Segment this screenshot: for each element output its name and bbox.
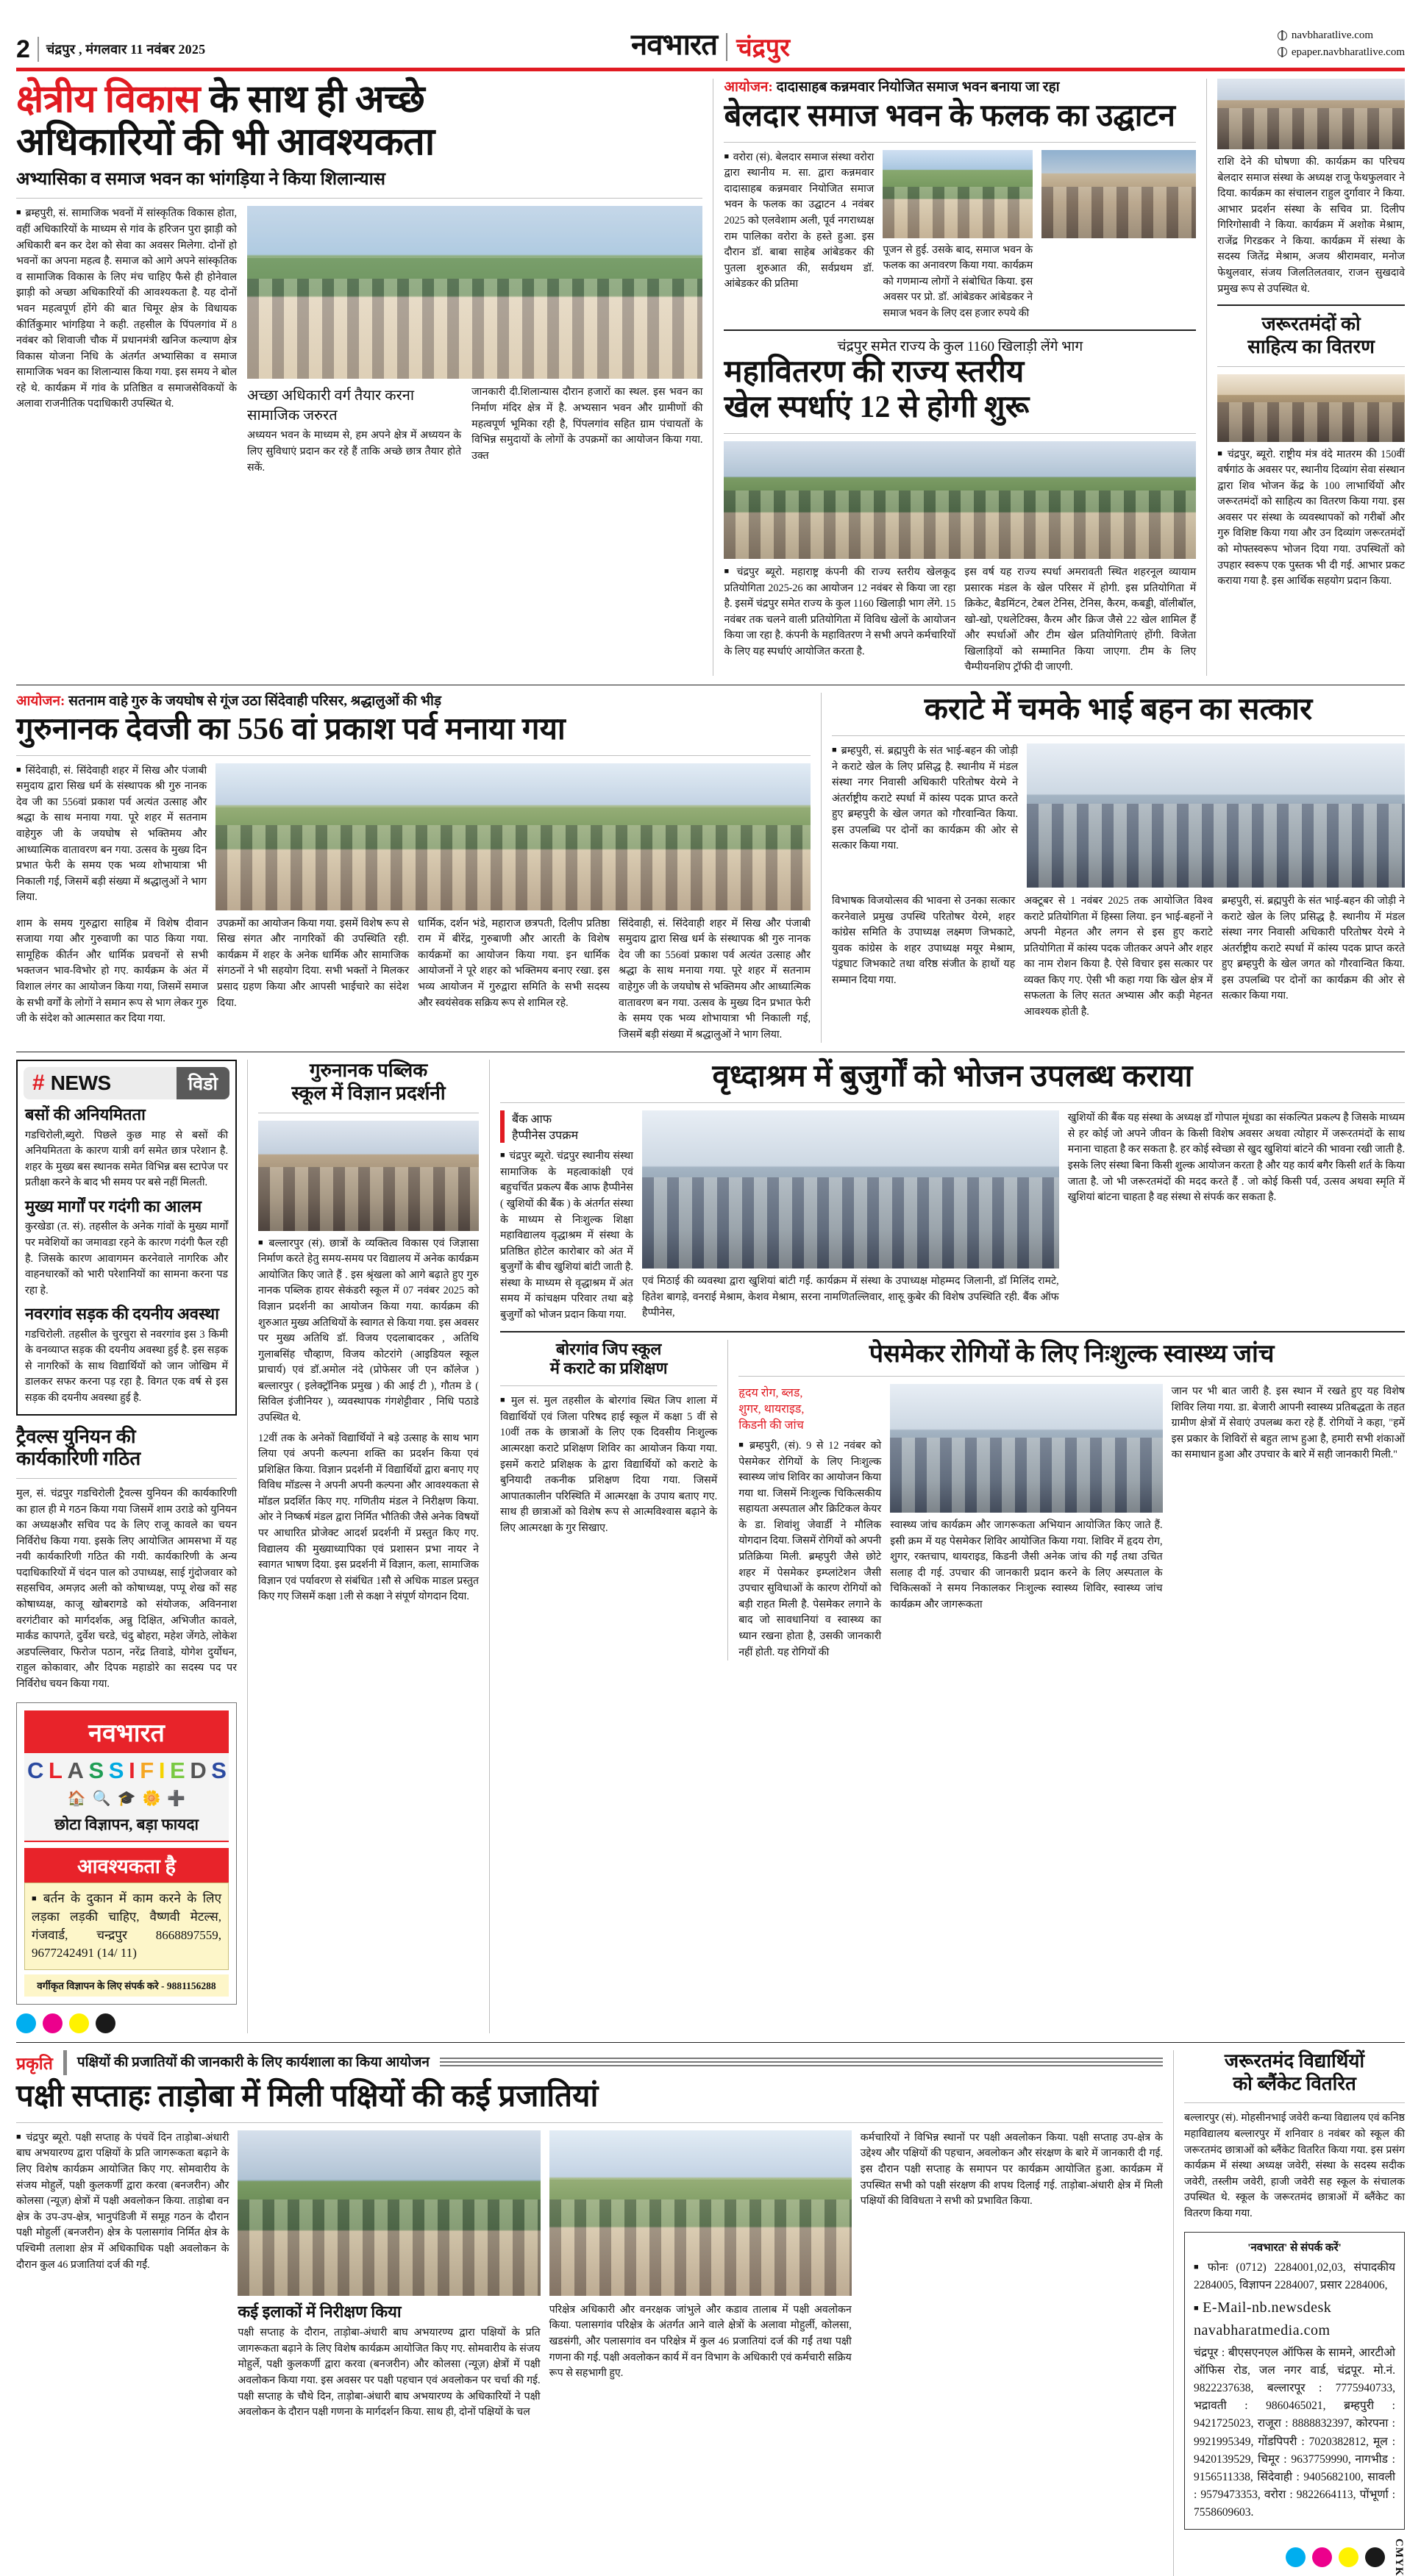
karate-photo-wrap: [1027, 743, 1405, 888]
karate-col3: अक्टूबर से 1 नवंबर 2025 तक आयोजित विश्व कराटे प्रतियोगिता में हिस्सा लिया. इन भाई-बहनों ने अपनी मेहनत और लगन से इस हुए कराटे प्रतियोगिता में कांस्य पदक जीतकर अपने और शहर का नाम रोशन किया है. ऐसे विचार इस सत्कार पर व्यक्त किए गए. ऐसी भी कहा गया कि खेल क्षेत्र में सफलता के लिए सतत अभ्यास और कड़ी मेहनत आवश्यक होती है.: [1024, 894, 1213, 1018]
right-block-third: [500, 1060, 1405, 2033]
khel-headline-2: खेल स्पर्धाएं 12 से होगी शुरू: [724, 390, 1030, 425]
travels-headline-1: ट्रैवल्स युनियन की: [16, 1425, 136, 1447]
khel-headline-1: महावितरण की राज्य स्तरीय: [724, 355, 1025, 390]
karate-col1: ■ ब्रम्हपुरी, सं. ब्रह्मपुरी के संत भाई-बहन की जोड़ी ने कराटे खेल के लिए प्रसिद्ध है. स्थानीय में मंडल संस्था नगर निवासी अधिकारी परितोषर येरमे ने अंतर्राष्ट्रीय कराटे स्पर्धा में कांस्य पदक प्राप्त करते हुए ब्रम्हपुरी के खेल जगत को गौरवान्वित किया. इस उपलब्धि पर दोनों का कार्यक्रम की ओर से सत्कार किया गया.: [832, 743, 1018, 888]
cmyk-black-dot: [1365, 2547, 1385, 2567]
vigyan-col2: 12वीं तक के अनेकों विद्यार्थियों ने बड़े उत्साह के साथ भाग लिया एवं अपनी कल्पना शक्ति का प्रदर्शन किया एवं प्रशिक्षित किया. विज्ञान प्रदर्शनी में विद्यार्थियों द्वारा बनाए गए विविध मॉडल्स ने अपनी अपनी कल्पना और आवश्यकता से मॉडल प्रदर्शित किए गए. गणितीय मंडल ने निरीक्षण किया. ओर ने निष्कर्ष मंडल द्वारा निर्मित भौतिकी जैसे अनेक विषयों पर आधारित प्रोजेक्ट आदर्श प्रदर्शनी में प्रस्तुत किए गए. विद्यालय की मुख्याध्यापिका एवं प्रशासन प्रभा नायर ने स्वागत भाषण दिया. इस प्रदर्शनी में विज्ञान, कला, सामाजिक विज्ञान एवं पर्यावरण से संबंधित 1सौ से अधिक माडल प्रस्तुत किए गए जिसमें कक्षा 1ली से कक्षा ने संपूर्ण योगदान दिया.: [258, 1432, 479, 1603]
website-url-2: epaper.navbharatlive.com: [1291, 46, 1405, 58]
khel-col2: इस वर्ष यह राज्य स्पर्धा अमरावती स्थित शहरनूल व्यायाम प्रसारक मंडल के खेल परिसर में होगी. इस प्रतियोगिता में क्रिकेट, बैडमिंटन, टेबल टेनिस, टेनिस, कैरम, कबड्डी, वॉलीबॉल, खो-खो, एथलेटिक्स, कैरम और क्रिज जैसे 22 खेल शामिल हैं और स्पर्धाओं और टीम खेल प्रतियोगिताएं होंगी. विजेता खिलाड़ियों को सम्मानित किया जाएगा. टीम के लिए चैम्पीयनशिप ट्रॉफी दी जाएगी.: [964, 566, 1197, 674]
khel-col1: ■ चंद्रपुर ब्यूरो. महाराष्ट्र कंपनी की राज्य स्तरीय खेलकूद प्रतियोगिता 2025-26 का आयोजन 12 नवंबर से किया जा रहा है. इसमें चंद्रपुर समेत राज्य के कुल 1160 खिलाड़ी भाग लेंगे. 15 नवंबर तक चलने वाली प्रतियोगिता में विविध खेलों के आयोजन किया जा रहा है. कंपनी के महाव‍ितरण ने सभी अपने कर्मचारियों के लिए यह स्पर्धाएं आयोजित करता है.: [724, 565, 955, 676]
classifieds-icons: [24, 1785, 229, 1811]
lead-photo: [247, 206, 702, 379]
lead-text-col1: ■ ब्रम्हपुरी, सं. सामाजिक भवनों में सांस्कृतिक विकास होता, वहीं अधिकारियों के माध्यम से गांव के हरिजन पुरा झाड़ी को अधिकारी बन कर देश को सेवा का अवसर मिलेगा. दोनों हो भवनों का अपना महत्व है. समाज को आगे अपने सांस्कृतिक व सामाजिक विकास के लिए मंच चाहिए फैसे ही होनेवाल झाड़ी को अच्छा अधिकारियों की आवश्यकता है. यह दोनों भवन महत्वपूर्ण होंगे की बात चिमूर क्षेत्र के विधायक कीर्तिकुमार भांगड़िया ने कही. तहसील के पिंपलगांव में 8 नवंबर को शिवाजी चौक में प्रधानमंत्री खनिज कल्याण क्षेत्र विकास योजना निधि के अंतर्गत अभ्यासिका व समाज सामाजिक भवन का शिलान्यास किया गया. इस समय ने बोल रहे थे. कार्यक्रम में गांव के प्रतिष्ठित व समाजसेविकयों के अलावा राजनीतिक पदाधिकारी उपस्थित थे.: [16, 206, 237, 476]
prakriti-photo-1-wrap: [238, 2130, 540, 2296]
masthead: [16, 13, 1405, 62]
prakriti-col2: पक्षी सप्ताह के दौरान, ताड़ोबा-अंधारी बाघ अभयारण्य द्वारा पक्षियों के प्रति जागरूकता बढ़ाने के लिए विशेष कार्यक्रम आयोजित किए गए. सोमवारीय के संजय मोहुर्ले, पक्षी कुलकर्णी द्वारा करवा (बनजरीन) और कोलसा (न्यूज़) क्षेत्रों में पक्षी अवलोकन किया गया. इस अवसर पर पक्षी पहचान एवं अवलोकन पर चर्चा की गई. पक्षी सप्ताह के चौथे दिन, ताड़ोबा-अंधारी बाघ अभयारण्य के अधिकारियों ने पक्षी अवलोकन के दौरान पक्षी गणना के मार्गदर्शन किया. साथ ही, दोनों पक्षियों के चल: [238, 2327, 541, 2419]
guru-col1: ■ सिंदेवाही, सं. सिंदेवाही शहर में सिख और पंजाबी समुदाय द्वारा सिख धर्म के संस्थापक श्री गुरु नानक देव जी का 556वां प्रकाश पर्व अत्यंत उत्साह और श्रद्धा के साथ मनाया गया. पूरे शहर में सतनाम वाहेगुरु जी के जयघोष से भक्तिमय और आध्यात्मिक वातावरण बन गया. उत्सव के मुख्य दिन प्रभात फेरी के समय एक भव्य शोभायात्रा भी निकाली गई, जिसमें बड़ी संख्या में श्रद्धालुओं ने भाग लिया.: [16, 763, 207, 910]
globe-icon: [1278, 47, 1287, 57]
guru-col2: शाम के समय गुरुद्वारा साहिब में विशेष दीवान सजाया गया और गुरुवाणी का पाठ किया गया. सामूहिक कीर्तन और धार्मिक प्रवचनों से सभी भक्तजन भाव-विभोर हो गए. कार्यक्रम के अंत में विशाल लंगर का आयोजन किया गया, जिसमें समाज के सभी वर्गों के लोगों ने समान रूप से भाग लेकर गुरु जी के संदेश को आत्मसात कर दिया गया.: [16, 917, 208, 1025]
globe-icon: [1278, 31, 1287, 40]
beldar-photo-2: [1041, 150, 1196, 238]
classifieds-tagline: छोटा विज्ञापन, बड़ा फायदा: [24, 1811, 229, 1842]
classifieds-footer: वर्गीकृत विज्ञापन के लिए संपर्क करे - 9881156288: [24, 1974, 229, 1997]
lead-photo-block: [247, 206, 702, 476]
brief-3-head: नवरगांव सड़क की दयनीय अवस्था: [25, 1305, 219, 1324]
sahitya-photo: [1217, 374, 1405, 442]
vriddha-redbar-l1: बैंक आफ: [512, 1113, 552, 1127]
photo-people: [883, 187, 1033, 238]
right-column-top: [1217, 79, 1405, 676]
guru-col5: सिंदेवाही, सं. सिंदेवाही शहर में सिख और पंजाबी समुदाय द्वारा सिख धर्म के संस्थापक श्री गुरु नानक देव जी का 556वां प्रकाश पर्व अत्यंत उत्साह और श्रद्धा के साथ मनाया गया. पूरे शहर में सतनाम वाहेगुरु जी के जयघोष से भक्तिमय और आध्यात्मिक वातावरण बन गया. उत्सव के मुख्य दिन प्रभात फेरी के समय एक भव्य शोभायात्रा भी निकाली गई, जिसमें बड़ी संख्या में श्रद्धालुओं ने भाग लिया.: [619, 917, 811, 1041]
pacemaker-redtext-3: किडनी की जांच: [738, 1419, 804, 1432]
photo-sky: [238, 2130, 540, 2180]
lead-story: [16, 79, 702, 676]
prakriti-bar: [63, 2050, 67, 2075]
photo-people: [1217, 402, 1405, 441]
band-top: [16, 79, 1405, 676]
photo-sky: [724, 441, 1196, 477]
guru-photo: [216, 763, 811, 910]
contact-box: [1184, 2232, 1405, 2529]
classifieds-ad: ■ बर्तन के दुकान में काम करने के लिए लड़का लड़की चाहिए, वैष्णवी मेटल्स, गंजवार्ड, चन्द्रपुर 8668897559, 9677242491 (14/ 11): [24, 1883, 229, 1970]
beldar-body: [724, 150, 1196, 322]
photo-people: [216, 825, 811, 910]
blanket-body: बल्लारपुर (सं). मोहसीनभाई जवेरी कन्या विद्यालय एवं कनिष्ठ महाविद्यालय बल्लारपुर में शनिवार 8 नवंबर को स्कूल की जरूरतमंद छात्राओं को ब्लैंकेट वितरित किया गया. इस प्रसंग कार्यक्रम में संस्था अध्यक्ष जवेरी, संस्था के सदस्य सदीक जवेरी, तस्लीम जवेरी, हाजी जवेरी सह स्कूल के संचालक उपस्थित थे. स्कूल के जरूरतमंद छात्राओं में ब्लैंकेट का वितरण किया गया.: [1184, 2112, 1405, 2219]
news-badge-video[interactable]: विडो: [177, 1067, 229, 1099]
prakriti-headline: पक्षी सप्ताहः ताड़ोबा में मिली पक्षियों की कई प्रजातियां: [16, 2080, 599, 2113]
beldar-photo-3: [1217, 79, 1405, 149]
pacemaker-headline: पेसमेकर रोगियों के लिए निःशुल्क स्वास्थ्य जांच: [869, 1340, 1275, 1368]
medical-plus-icon: ➕: [167, 1791, 186, 1808]
vigyan-col1: ■ बल्लारपुर (सं). छात्रों के व्यक्तित्व विकास एवं जिज्ञासा निर्माण करते हेतु समय-समय पर विद्यालय में अनेक कार्यक्रम आयोजित किए जाते हैं . इस श्रृंखला को आगे बढ़ाते हुए गुरु नानक पब्लिक हायर सेकंडरी स्कूल में 07 नवंबर 2025 को विज्ञान प्रदर्शनी का आयोजन किया गया. कार्यक्रम की शुरुआत मुख्य अतिथियों के स्वागत से किया गया. इस अवसर पर मुख्य अतिथि डॉ. विजय एदलाबादकर , अतिथि गुलाबसिंह चौव्हाण, विजय कोटरांगे (आइडियल स्कूल प्राचार्य) एवं डॉ.अमोल नंदे (प्रोफेसर जी एन कॉलेज ) बल्लारपुर ( इलेक्ट्रॉनिक प्रमुख ) की आई टी ), गौतम डे ( सिविल इंजीनियर ), व्यवस्थापक गंगशेट्टीवार , निधि पठाडे उपस्थित थे.: [258, 1236, 479, 1427]
blanket-headline-2: को ब्लैंकेट वितरित: [1233, 2072, 1356, 2094]
prakriti-photo-2: [549, 2130, 852, 2296]
brief-3-body: गडचिरोली. तहसील के चुरचुरा से नवरगांव इस 3 किमी के वनव्याप्त सड़क की दयनीय अवस्था हुई है. इस सड़क से नागरिकों के साथ विद्यार्थियों को जान जोखिम में डालकर सफर करना पड़ रहा है. विगत एक वर्ष से इस सड़क की दयनीय अवस्था हुई है.: [25, 1328, 228, 1404]
beldar-photo: [883, 150, 1033, 238]
pacemaker-col3-wrap: [1172, 1384, 1405, 1660]
prakriti-col3-wrap: [549, 2302, 852, 2421]
karate-col2: विभाषक विजयोत्सव की भावना से उनका सत्कार करनेवाले प्रमुख उपस्थि परितोषर येरमे, शहर कांग्रेस समिति के उपाध्यक्ष लक्ष्मण जिभकाटे, युवक कांग्रेस के शहर उपाध्यक्ष मयूर मेश्राम, पंड्रघाट जिभकाटे तथा वरिष्ठ संजीत के हाथों यह सम्मान दिया गया.: [832, 894, 1016, 986]
band-second: [16, 693, 1405, 1043]
lead-headline: [16, 79, 702, 121]
pacemaker-redtext-wrap: [738, 1384, 881, 1660]
lead-headline-line2: अधिकारियों की भी आवश्यकता: [16, 121, 435, 164]
news-badge-label: NEWS: [50, 1071, 111, 1095]
karate-col4: ब्रम्हपुरी, सं. ब्रह्मपुरी के संत भाई-बहन की जोड़ी ने कराटे खेल के लिए प्रसिद्ध है. स्थानीय में मंडल संस्था नगर निवासी अधिकारी परितोषर येरमे ने अंतर्राष्ट्रीय कराटे स्पर्धा में कांस्य पदक प्राप्त करते हुए ब्रम्हपुरी के खेल जगत को गौरवान्वित किया. इस उपलब्धि पर दोनों का कार्यक्रम की ओर से सत्कार किया गया.: [1221, 894, 1405, 1002]
travels-headline-2: कार्यकारिणी गठित: [16, 1448, 141, 1470]
borgaon-headline-1: बोरगांव जिप स्कूल: [555, 1339, 662, 1358]
news-badge: [24, 1067, 229, 1099]
blanket-headline-1: जरूरतमंद विद्यार्थियों: [1224, 2050, 1365, 2072]
flower-icon: 🌼: [142, 1791, 161, 1808]
guru-headline: गुरुनानक देवजी का 556 वां प्रकाश पर्व मनाया गया: [16, 712, 566, 746]
photo-people: [549, 2199, 852, 2296]
photo-sky: [549, 2130, 852, 2180]
band-third: [16, 1060, 1405, 2033]
borgaon-headline-2: में कराटे का प्रशिक्षण: [549, 1358, 668, 1377]
search-icon: 🔍: [92, 1791, 111, 1808]
guru-bottom: [16, 916, 811, 1043]
beldar-col3-wrap: [1041, 150, 1196, 322]
news-badge-left: [24, 1067, 177, 1099]
vriddha-redbar-l2: हैप्पीनेस उपक्रम: [512, 1130, 579, 1143]
page-number: 2: [16, 35, 30, 63]
cmyk-black-dot: [96, 2013, 115, 2033]
prakriti-section-tag: प्रकृति: [16, 2055, 53, 2073]
vriddha-col3-wrap: [1068, 1110, 1405, 1323]
website-link-main[interactable]: [1278, 27, 1405, 44]
brief-1-head: बसों की अनियमितता: [25, 1105, 146, 1124]
borgaon-body: ■ मुल सं. मुल तहसील के बोरगांव स्थित जिप शाला में विद्यार्थियों एवं जिला परिषद हाई स्कूल में कक्षा 5 वीं से 10वीं तक के छात्राओं के लिए एक दिवसीय निःशुल्क आत्मरक्षा कराटे प्रशिक्षण शिविर का आयोजन किया गया. इसमें कराटे प्रशिक्षक के द्वारा विद्यार्थियों को कराटे के बुनियादी तकनीक प्रशिक्षण दिया गया. जिसमें आपातकालीन परिस्थिति में आत्मरक्षा के उपाय बताए गए. साथ ही छात्राओं को विशेष रूप से आत्मविश्वास बढ़ाने के लिए आत्मरक्षा के गुर सिखाए.: [500, 1394, 717, 1536]
middle-column-top: [724, 79, 1196, 676]
guru-kicker-text: सतनाम वाहे गुरु के जयघोष से गूंज उठा सिंदेवाही परिसर, श्रद्धालुओं की भीड़: [65, 693, 442, 710]
vriddha-redbar-inner: [500, 1110, 633, 1143]
guru-col3: उपक्रमों का आयोजन किया गया. इसमें विशेष रूप से सिख संगत और नागरिकों की उपस्थिति रही. कार्यक्रम में शहर के अनेक धार्मिक और सामाजिक संगठनों ने भी सहयोग दिया. सभी भक्तों ने मिलकर प्रसाद ग्रहण किया और आपसी भाईचारे का संदेश दिया.: [217, 917, 409, 1009]
borgaon-story: [500, 1340, 717, 1661]
news-briefs-column: [16, 1060, 237, 2033]
website-link-epaper[interactable]: [1278, 44, 1405, 61]
contact-phones: ■ फोनः (0712) 2284001,02,03, संपादकीय 2284005, विज्ञापन 2284007, प्रसार 2284006,: [1194, 2259, 1395, 2294]
cmyk-magenta-dot: [43, 2013, 63, 2033]
pacemaker-photo: [890, 1384, 1162, 1513]
graduation-cap-icon: 🎓: [117, 1791, 136, 1808]
prakriti-lower: [16, 2302, 1163, 2421]
pacemaker-redtext-2: शुगर, थायराइड,: [738, 1402, 805, 1416]
lead-headline-rest: के साथ ही अच्छे: [200, 79, 425, 121]
sahitya-body: ■ चंद्रपुर, ब्यूरो. राष्ट्रीय मंत्र वंदे मातरम की 150वीं वर्षगांठ के अवसर पर, स्थानीय दिव्यांग सेवा संस्थान द्वारा शिव भोजन केंद्र के 100 लाभार्थियों और जरूरतमंदों को साहित्य का वितरण किया गया. इस अवसर पर संस्था के व्यवस्थापकों को गरीबों और गुरु विशिष्ट किया गया और उन दिव्यांग जरूरतमंदों को मोफ्तस्वरूप भोजन दिया गया. उपस्थितों को उपहार स्वरूप एक पुस्तक भी दी गई. आभार प्रकट कराया गया है. इस आर्थिक सहयोग प्रदान किया.: [1217, 447, 1405, 590]
contact-email-label: ■ E-Mail-nb.newsdesk: [1194, 2297, 1395, 2319]
prakriti-photo-2-wrap: [549, 2130, 852, 2296]
guru-photo-wrap: [216, 763, 811, 910]
photo-people: [724, 490, 1196, 559]
folio-divider: [38, 37, 39, 62]
vriddha-photo-wrap: [642, 1110, 1059, 1323]
vriddha-col1: ■ चंद्रपुर ब्यूरो. चंद्रपुर स्थानीय संस्था सामाजिक के महत्वाकांक्षी एवं बहुचर्चित प्रकल्प बैंक आफ हैप्पीनेस ( खुशियों की बैंक ) के अंतर्गत संस्था के माध्यम से निःशुल्क शिक्षा महाविद्यालय वृद्धाश्रम में संस्था के प्रतिष्ठित होटेल कारोबार को अंत में बुजुर्गों के बीच खुशियां बांटी जाती है. संस्था के माध्यम से वृद्धाश्रम में अंत समय में कांचक्षम परिवार तथा बड़े बुजुर्गों को भोजन प्रदान किया गया.: [500, 1149, 633, 1323]
brief-2-body: कुरखेडा (त. सं). तहसील के अनेक गांवों के मुख्य मार्गों पर मवेशियों का जमावडा रहने के कारण गदंगी फैल रही है. जिसके कारण आवागमन करनेवाले नागरिक और वाहनधारकों को भारी परेशानियों का सामना करना पड रहा हे.: [25, 1221, 228, 1296]
photo-sky: [247, 206, 702, 258]
karate-story: [832, 693, 1405, 1043]
pacemaker-body: [738, 1384, 1405, 1660]
lead-caption-1-wrap: [247, 385, 461, 476]
cmyk-cyan-dot: [1286, 2547, 1306, 2567]
sahitya-headline-1: जरूरतमंदों को: [1261, 313, 1361, 335]
prakriti-photo-1: [238, 2130, 540, 2296]
vriddha-headline: वृध्दाश्रम में बुजुर्गों को भोजन उपलब्ध कराया: [712, 1060, 1193, 1094]
guru-col4: धार्मिक, दर्शन भंडे, महाराज छत्रपती, दिलीप प्रतिष्ठा राम में बीरेंद्र, गुरुबाणी और आरती के विशेष कार्यक्रमों का आयोजन किया गया. इन धार्मिक आयोजनों ने पूरे शहर को भक्तिमय बनाए रखा. इस भव्य आयोजन में गुरुद्वारा समिति के सभी सदस्य और स्वयंसेवक सक्रिय रूप से शामिल रहे.: [418, 917, 610, 1009]
lead-headline-red: क्षेत्रीय विकास: [16, 79, 201, 121]
guru-kicker-tag: आयोजन:: [16, 693, 65, 710]
beldar-col2: पूजन से हुई. उसके बाद, समाज भवन के फलक का अनावरण किया गया. कार्यक्रम को गणमान्य लोगों ने संबोधित किया. इस अवसर पर प्रो. डॉ. आंबेडकर आंबेडकर ने समाज भवन के लिए दस हजार रुपये की: [883, 243, 1033, 319]
cmyk-cyan-dot: [16, 2013, 36, 2033]
pacemaker-photo-wrap: [890, 1384, 1162, 1660]
pacemaker-row: [500, 1340, 1405, 1661]
photo-people: [1041, 187, 1196, 238]
beldar-col1: ■ वरोरा (सं). बेलदार समाज संस्था वरोरा द्वारा स्थानीय म. सा. द्वारा कन्नमवार दादासाहब कन्नमवार नियोजित समाज भवन के फलक का उद्घाटन 4 नवंबर 2025 को एलवेशाम अली, पूर्व नगराध्यक्ष राम पालिका वरोरा के हस्ते हुआ. इस दौरान डॉ. बाबा साहेब आंबेडकर की पुतला शुरुआत की, सर्वप्रथम डॉ. आंबेडकर की प्रतिमा: [724, 150, 874, 322]
vigyan-headline-1: गुरुनानक पब्लिक: [309, 1060, 428, 1082]
website-url-1: navbharatlive.com: [1291, 29, 1374, 41]
band-prakriti: [16, 2050, 1405, 2576]
classifieds-need-title: आवश्यकता है: [24, 1848, 229, 1883]
brief-2-head: मुख्य मार्गों पर गदंगी का आलम: [25, 1197, 202, 1216]
karate-photo: [1027, 743, 1405, 888]
masthead-rule: [16, 68, 1405, 71]
vriddha-redbar: [500, 1110, 633, 1323]
karate-top: [832, 743, 1405, 888]
beldar-photo-wrap: [883, 150, 1033, 322]
classifieds-brand: नवभारत: [24, 1710, 229, 1753]
beldar-headline: बेलदार समाज भवन के फलक का उद्घाटन: [724, 99, 1175, 133]
prakriti-subhead: कई इलाकों में निरीक्षण किया: [238, 2302, 402, 2321]
cmyk-label: CMYK: [1393, 2538, 1405, 2576]
cmyk-yellow-dot: [1339, 2547, 1358, 2567]
contact-email-domain: navabharatmedia.com: [1194, 2322, 1331, 2339]
edition-date: चंद्रपुर , मंगलवार 11 नवंबर 2025: [46, 42, 206, 57]
photo-sky: [216, 763, 811, 807]
beldar-col3: राशि देने की घोषणा की. कार्यक्रम का परिचय बेलदार समाज संस्था के अध्यक्ष राजू फेथफुलवार ने दिया. कार्यक्रम का संचालन राहुल दुर्गावार ने किया. आभार प्रदर्शन संस्था के सचिव प्रा. दिलीप गिरिगोसावी ने किया. कार्यक्रम में अशोक मेश्राम, राजेंद्र गिरडकर ने किया. कार्यक्रम में संस्था के सदस्य जितेंद्र मेश्राम, अजय श्रीरामवार, मनोज फेथुलवार, संजय जिलतिलतवार, राजन सुखदावे प्रमुख रूप से उपस्थित थे.: [1217, 156, 1405, 295]
contact-title: 'नवभारत' से संपर्क करें': [1247, 2242, 1342, 2255]
photo-people: [258, 1167, 479, 1231]
lead-text-col2: जानकारी दी.शिलान्यास दौरान हजारों का स्थल. इस भवन का निर्माण मंदिर क्षेत्र में है. अभ्यसान भवन और ग्रामीणों की महत्वपूर्ण भूमिका रही है, पिंपलगांव सहित ग्राम पंचायतों के विभिन्न समुदायों के लोगों के उपक्रमों का आयोजन किया गया. उक्त: [471, 386, 703, 462]
beldar-kicker-text: दादासाहब कन्नमवार नियोजित समाज भवन बनाया जा रहा: [772, 79, 1060, 95]
pacemaker-col2: स्वास्थ्य जांच कार्यक्रम और जागरूकता अभियान आयोजित किए जाते हैं. इसी क्रम में यह पेसमेकर शिविर आयोजित किया गया. शिविर में हृदय रोग, शुगर, रक्तचाप, थायराइड, किडनी जैसी अनेक जांच की गईं तथा उचित सलाह दी गई. उपचार की जानकारी प्रदान करने के लिए अस्पताल के चिकित्सकों ने समय निकालकर निःशुल्क स्वास्थ्य शिविर, स्वास्थ्य जांच कार्यक्रम और जागरूकता: [890, 1519, 1163, 1610]
prakriti-col3: परिक्षेत्र अधिकारी और वनरक्षक जांभुले और कडाव तालाब में पक्षी अवलोकन किया. पलासगांव परिक्षेत्र के अंतर्गत आने वाले क्षेत्रों के अलावा मोहुर्ली, कोलसा, खडसंगी, और पलासगांव वन परिक्षेत्र में कुल 46 प्रजातियां दर्ज की गईं तथा पक्षी गणना की गई. पक्षी अवलोकन कार्य में वन विभाग के अधिकारी एवं कर्मचारी सक्रिय रूप से सहभागी हुए.: [549, 2303, 852, 2380]
karate-headline: कराटे में चमके भाई बहन का सत्कार: [924, 693, 1313, 727]
photo-people: [890, 1438, 1162, 1513]
travels-body: मुल, सं. चंद्रपुर गडचिरोली ट्रैवल्स युनियन की कार्यकारिणी का हाल ही मे गठन किया गया जिसमें शाम उराडे को युनियन का अध्यक्षऔर सचिव पद के लिए राजू कावले का चयन निर्विरोध किया गया. इसके लिए आयोजित आमसभा में यह नयी कार्यकारिणी गठित की गयी. कार्यकारिणी के अन्य पदाधिकारियों में चंदन पाल को उपाध्यक्ष, साई गुंदोजवार को सहसचिव, अमज़द अली को कोषाध्यक्ष, पप्पू शेख कों सह कोषाध्यक्ष, काजू खोबरागडे को संयोजक, अविननाश वरगंटीवार को मार्गदर्शक, अन्नु दिक्षित, अभिजीत कावले, मार्कंड कापगते, दुर्वेश चरडे, चंदु बोहरा, महेश जेंगठे, लोकेश अडपल्लिवार, फिरोज पठान, नरेंद्र तिवाडे, योगेश दुर्योधन, राहुल कोकावार, और दिपक महाडोरे का सदस्य पद पर निर्विरोध चयन किया गया.: [16, 1487, 237, 1690]
vriddha-body: [500, 1110, 1405, 1323]
vigyan-photo: [258, 1121, 479, 1231]
photo-people: [1217, 108, 1405, 149]
pacemaker-col1: ■ ब्रम्हपुरी, (सं). 9 से 12 नवंबर को पेसमेकर रोगियों के लिए निःशुल्क स्वास्थ्य जांच शिविर का आयोजन किया गया था. जिसमें निःशुल्क चिकित्सकीय सहायता अस्पताल और क्रिटिकल केयर के डा. शिवांशु जेवार्डी ने मौलिक योगदान दिया. जिसमें रोगियों को अपनी प्रतिक्रिया मिली. ब्रम्हपुरी जैसे छोटे शहर में पेसमेकर इम्प्लांटेशन जैसी उपचार सुविधाओं के कारण रोगियों को बड़ी राहत मिली है. पेसमेकर लगाने के बाद जो सावधानियां व स्वास्थ्य का ध्यान रखना होता है, उसकी जानकारी नहीं होती. यह रोगियों की: [738, 1438, 881, 1660]
edition-city: चंद्रपुर: [736, 34, 790, 62]
prakriti-col4-wrap: [861, 2130, 1163, 2296]
band-divider-3: [16, 2042, 1405, 2043]
cmyk-yellow-dot: [69, 2013, 89, 2033]
contact-address: चंद्रपूर : बीएसएनएल ऑफिस के सामने, आरटीओ ऑफिस रोड, जल नगर वार्ड, चंद्रपूर. मो.नं. 9822237638, बल्लारपूर : 7775940733, भद्रावती : 9860465021, ब्रम्हपुरी : 9421725023, राजूरा : 8888832397, कोरपना : 9921995349, गोंडपिपरी : 7020382812, मूल : 9420139529, चिमूर : 9637759990, नागभीड : 9156511338, सिंदेवाही : 9405682100, सावली : 9579473353, वरोरा : 9822664113, पोंभूर्णा : 7558609603.: [1194, 2347, 1395, 2519]
prakriti-photos: [16, 2130, 1163, 2296]
vriddha-col3: खुशियों की बैंक यह संस्था के अध्यक्ष डॉ गोपाल मूंधडा का संकल्पित प्रकल्प है जिसके माध्यम से हर कोई जो अपने जीवन के किसी विशेष अवसर अथवा त्योहार में जरूरतमंदों के साथ मनाना चाहता है कर सकता है. हर कोई स्वेच्छा से खुद खुशियां बांटने की भावना रखी जाती है. इसके लिए संस्था बिना किसी शुल्क आयोजन करता है और यह कार्य बगैर किसी शर्त के किया जाता है. जो भी जरूरतमंदों की मदद करते हैं . जो कोई किसी पर्व, उत्सव अथवा स्मृति में खुशियां बांटना चाहता है वह संस्था से संपर्क कर सकता है.: [1067, 1112, 1406, 1204]
nameplate: [631, 23, 790, 63]
prakriti-decorative-rule: [440, 2058, 1163, 2068]
vriddha-col2: एवं मिठाई की व्यवस्था द्वारा खुशियां बांटी गईं. कार्यक्रम में संस्था के उपाध्यक्ष मोहम्मद जिलानी, डॉ मिलिंद रामटे, हितेश बागड़े, वनराई मेश्राम, केशव मेश्राम, सरना नामणितल्लिवार, शारुू कुबेर की विशेष उपस्थिति रही. बैंक ऑफ हैप्पीनेस,: [641, 1275, 1059, 1319]
photo-people: [247, 279, 702, 379]
house-icon: 🏠: [67, 1791, 86, 1808]
prakriti-col1: ■ चंद्रपुर ब्यूरो. पक्षी सप्ताह के पंचवें दिन ताड़ोबा-अंधारी बाघ अभयारण्य द्वारा पक्षियों के प्रति जागरूकता बढ़ाने के लिए विशेष कार्यक्रम आयोजित किए गए. सोमवारीय के संजय मोहुर्ले, पक्षी कुलकर्णी द्वारा करवा (बनजरीन) और कोलसा (न्यूज़) क्षेत्रों में पक्षी अवलोकन किया. ताड़ोबा वन क्षेत्र के उप-उप-क्षेत्र, भानुपंडिजी में समूह गठन के दौरान पक्षी मोहुर्ली (बनजरीन) क्षेत्र के पलासगांव निर्मित क्षेत्र के पश्चिमी तलाशा क्षेत्र में अधिकाधिक पक्षी अवलोकन के दौरान कुल 46 प्रजातियां दर्ज की गईं.: [16, 2130, 229, 2296]
prakriti-kicker-row: [16, 2050, 1163, 2075]
vriddha-photo: [642, 1110, 1059, 1269]
guru-kicker: [16, 693, 811, 710]
cmyk-magenta-dot: [1312, 2547, 1332, 2567]
prakriti-kicker: पक्षियों की प्रजातियों की जानकारी के लिए कार्यशाला का किया आयोजन: [76, 2055, 430, 2071]
classifieds-word: C L A S S I F I E D S: [24, 1753, 229, 1785]
nameplate-divider: [726, 33, 727, 61]
lead-caption-body: अध्ययन भवन के माध्यम से, हम अपने क्षेत्र में अध्ययन के लिए सुविधाएं प्रदान कर रहे हैं ताकि अच्छे छात्र तैयार होते सकें.: [247, 429, 462, 474]
sahitya-headline-2: साहित्य का वितरण: [1247, 335, 1375, 357]
lead-subhead: अभ्यासिका व समाज भवन का भांगड़िया ने किया शिलान्यास: [16, 170, 386, 190]
hash-icon: #: [32, 1071, 45, 1096]
beldar-kicker-tag: आयोजन:: [724, 79, 773, 95]
brief-1-body: गडचिरोली,ब्युरो. पिछले कुछ माह से बसों की अनियमितता के कारण यात्री वर्ग समेत छात्र परेशान है. शहर के मुख्य बस स्थानक समेत विभिन्न बस स्टापेज पर प्रतीक्षा करने के बाद भी समय पर बसे नहीं मिलती.: [25, 1129, 228, 1189]
lead-caption-head: अच्छा अधिकारी वर्ग तैयार करना सामाजिक जरुरत: [247, 388, 415, 424]
karate-bottom: [832, 893, 1405, 1021]
cmyk-block: [1184, 2538, 1405, 2576]
khel-kicker: चंद्रपुर समेत राज्य के कुल 1160 खिलाड़ी लेंगे भाग: [837, 338, 1083, 354]
news-briefs-box: [16, 1060, 237, 1415]
khel-body: [724, 565, 1196, 676]
guru-top: [16, 763, 811, 910]
paper-title: नवभारत: [631, 29, 718, 61]
pacemaker-story: [738, 1340, 1405, 1661]
blanket-column: [1184, 2050, 1405, 2576]
prakriti-col2-wrap: [238, 2302, 540, 2421]
website-links: [1278, 27, 1405, 60]
prakriti-col4: कर्मचारियों ने विभिन्न स्थानों पर पक्षी अवलोकन किया. पक्षी सप्ताह उप-क्षेत्र के उद्देश्य और पक्षियों की पहचान, अवलोकन और संरक्षण के बारे में जानकारी दी गई. इस दौरान पक्षी सप्ताह के समापन पर कार्यक्रम आयोजित हुआ. कार्यक्रम में उपस्थित सभी को पक्षी संरक्षण की शपथ दिलाई गई. ताड़ोबा-अंधारी क्षेत्र में मिली पक्षियों की विविधता ने सभी को प्रभावित किया.: [860, 2131, 1163, 2208]
cmyk-registration-marks: [16, 2013, 237, 2033]
photo-people: [642, 1177, 1059, 1269]
vigyan-headline-2: स्कूल में विज्ञान प्रदर्शनी: [291, 1082, 446, 1104]
beldar-kicker: [724, 79, 1196, 96]
khel-photo: [724, 441, 1196, 559]
cmyk-registration-marks-2: [1286, 2547, 1385, 2567]
pacemaker-col3: जान पर भी बात जारी है. इस स्थान में रखते हुए यह विशेष शिविर लिया गया. डा. बेजारी आपनी स्वास्थ्य प्रतिबद्धता के तहत ग्रामीण क्षेत्रों में सेवाएं उपलब्ध करा रहे हैं. रोगियों ने कहा, "हमें इस प्रकार के शिविरों से बहुत लाभ हुआ है, हमारी सभी शंकाओं का समाधान हुआ और उपचार के बारे में सही जानकारी मिली.": [1171, 1385, 1406, 1461]
prakriti-story: [16, 2050, 1163, 2576]
folio: [16, 37, 205, 62]
vigyan-story: [258, 1060, 479, 2033]
photo-people: [238, 2199, 540, 2296]
photo-people: [1027, 804, 1405, 888]
guru-story: [16, 693, 811, 1043]
classifieds-box: [16, 1702, 237, 2005]
pacemaker-redtext-1: हृदय रोग, ब्लड,: [738, 1386, 803, 1399]
